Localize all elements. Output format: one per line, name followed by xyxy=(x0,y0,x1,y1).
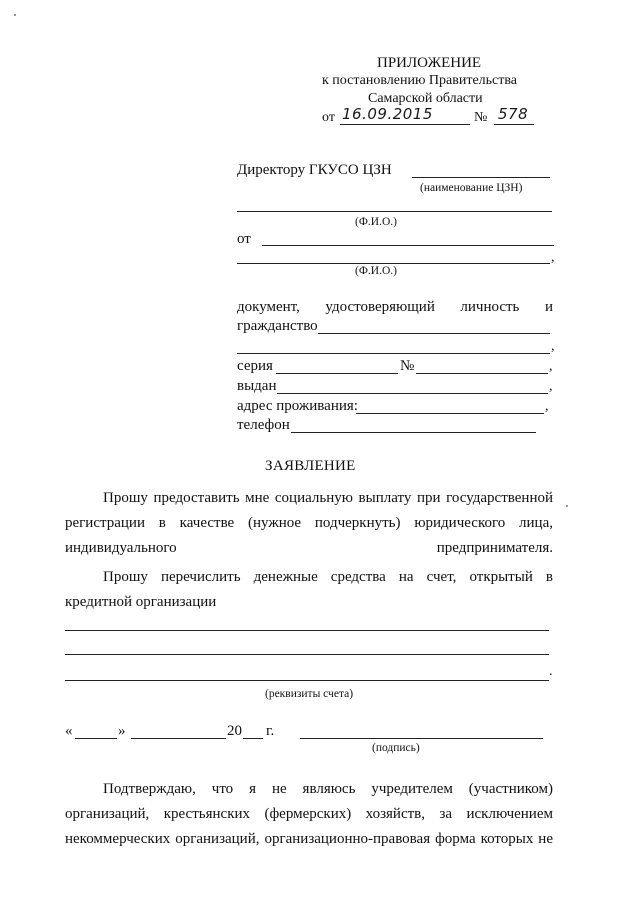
number-underline xyxy=(494,124,534,125)
series-line xyxy=(276,373,398,374)
citizenship-line xyxy=(318,333,550,334)
doc-number-line xyxy=(416,373,548,374)
comma: , xyxy=(551,250,555,265)
appendix-line-2: Самарской области xyxy=(368,91,483,106)
comma: , xyxy=(551,339,555,354)
applicant-fio-line-2 xyxy=(237,263,550,264)
czn-caption: (наименование ЦЗН) xyxy=(420,182,523,194)
applicant-from-label: от xyxy=(237,231,251,247)
account-line-2 xyxy=(65,654,549,655)
identity-word: и xyxy=(544,299,553,315)
identity-word: личность xyxy=(460,299,520,315)
scan-speck xyxy=(14,14,16,16)
citizenship-label: гражданство xyxy=(237,318,318,334)
handwritten-number: 578 xyxy=(498,105,529,123)
director-fio-line xyxy=(237,211,552,212)
scan-speck xyxy=(566,505,568,507)
statement-paragraph-1: Прошу предоставить мне социальную выплату при государственной регистрации в качестве (нужное подчеркнуть) юридического лица, индивидуального предпринимателя. xyxy=(65,490,553,556)
handwritten-date: 16.09.2015 xyxy=(342,105,433,123)
applicant-fio-line-1 xyxy=(262,245,554,246)
day-line xyxy=(75,738,117,739)
address-line xyxy=(356,413,544,414)
period: . xyxy=(549,664,553,679)
comma: , xyxy=(549,359,553,374)
date-from-label: от xyxy=(322,110,335,125)
phone-line xyxy=(291,432,536,433)
phone-label: телефон xyxy=(237,417,290,433)
appendix-title: ПРИЛОЖЕНИЕ xyxy=(377,55,482,71)
month-line xyxy=(131,738,226,739)
statement-paragraph-2: Прошу перечислить денежные средства на счет, открытый в кредитной организации xyxy=(65,569,553,610)
quote-close: » xyxy=(118,723,126,739)
director-label: Директору ГКУСО ЦЗН xyxy=(237,162,392,178)
comma: , xyxy=(549,379,553,394)
year-line xyxy=(243,738,263,739)
confirmation-paragraph: Подтверждаю, что я не являюсь учредителем (участником) организаций, крестьянских (фермерских) хозяйств, за исключением некоммерческих организаций, организационно-правовая форма которых не xyxy=(65,781,553,847)
statement-title: ЗАЯВЛЕНИЕ xyxy=(265,458,356,474)
doc-number-label: № xyxy=(400,358,415,374)
account-line-3 xyxy=(65,680,549,681)
appendix-line-1: к постановлению Правительства xyxy=(322,73,518,88)
date-underline xyxy=(340,124,470,125)
account-line-1 xyxy=(65,630,549,631)
fio-caption-2: (Ф.И.О.) xyxy=(355,265,397,277)
account-caption: (реквизиты счета) xyxy=(265,688,354,700)
identity-word: документ, xyxy=(237,299,300,315)
issued-label: выдан xyxy=(237,378,277,394)
issued-line xyxy=(277,393,548,394)
fio-caption-1: (Ф.И.О.) xyxy=(355,216,397,228)
address-label: адрес проживания: xyxy=(237,398,358,414)
identity-word: удостоверяющий xyxy=(325,299,435,315)
number-sign: № xyxy=(474,110,488,125)
series-label: серия xyxy=(237,358,273,374)
year-suffix: г. xyxy=(266,723,275,739)
signature-line xyxy=(300,738,543,739)
comma: , xyxy=(545,399,549,414)
identity-document-line xyxy=(237,299,553,316)
czn-name-line xyxy=(412,177,550,178)
signature-caption: (подпись) xyxy=(372,742,420,754)
citizenship-line-2 xyxy=(237,353,550,354)
quote-open: « xyxy=(65,723,73,739)
year-prefix: 20 xyxy=(227,723,242,739)
